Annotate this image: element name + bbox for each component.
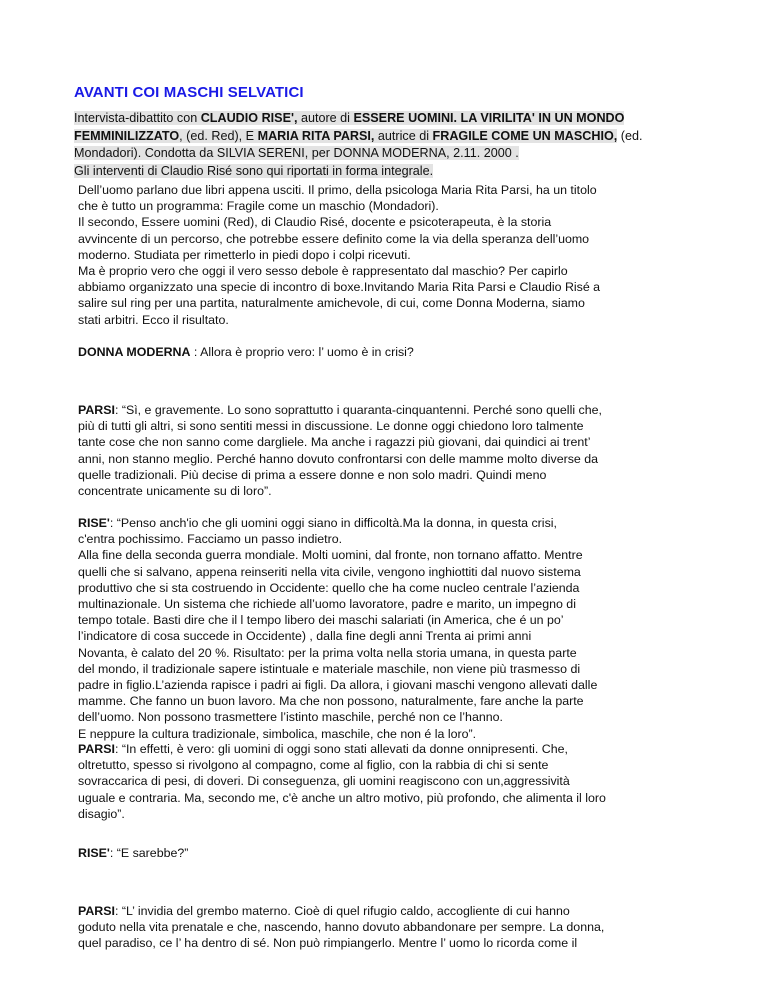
paragraph-line: goduto nella vita prenatale e che, nascendo, hanno dovuto abbandonare per sempre. La donna, xyxy=(78,920,605,935)
speaker-label: PARSI xyxy=(78,403,115,417)
speaker-label: PARSI xyxy=(78,904,115,918)
paragraph-line: Ma è proprio vero che oggi il vero sesso debole è rappresentato dal maschio? Per capirlo xyxy=(78,264,568,279)
paragraph-line: salire sul ring per una partita, naturalmente amichevole, di cui, come Donna Moderna, siamo xyxy=(78,296,585,311)
answer-paragraph xyxy=(78,402,688,499)
answer-paragraph xyxy=(78,903,688,952)
speaker-label: RISE' xyxy=(78,516,110,530)
paragraph-line: quel paradiso, ce l’ ha dentro di sé. Non può rimpiangerlo. Mentre l’ uomo lo ricorda come il xyxy=(78,936,578,951)
speaker-label: DONNA MODERNA xyxy=(78,345,191,359)
speaker-label: PARSI xyxy=(78,742,115,756)
paragraph-line: quelle tradizionali. Più decise di prima a essere donne e non solo madri. Quindi meno xyxy=(78,467,547,482)
author-name: CLAUDIO RISE', xyxy=(200,111,298,125)
paragraph-line: che è tutto un programma: Fragile come un maschio (Mondadori). xyxy=(78,199,439,214)
book-title: ESSERE UOMINI. LA VIRILITA' IN UN MONDO xyxy=(353,111,625,125)
paragraph-line: abbiamo organizzato una specie di incontro di boxe.Invitando Maria Rita Parsi e Claudio Risé a xyxy=(78,280,601,295)
paragraph-line: Alla fine della seconda guerra mondiale. Molti uomini, dal fronte, non tornano affatto. Mentre xyxy=(78,548,583,563)
intro-text: (ed. xyxy=(617,128,643,143)
answer-paragraph xyxy=(78,515,688,742)
paragraph-line: E neppure la cultura tradizionale, simbolica, maschile, che non é la loro”. xyxy=(78,726,477,741)
author-name: MARIA RITA PARSI, xyxy=(257,128,375,143)
paragraph-line: dell’uomo. Non possono trasmettere l’istinto maschile, perché non ce l’hanno. xyxy=(78,710,503,725)
intro-block xyxy=(74,110,694,180)
paragraph-text: : “In effetti, è vero: gli uomini di oggi sono stati allevati da donne onnipresenti. Che, xyxy=(114,742,568,756)
intro-paragraph xyxy=(78,182,688,328)
paragraph-line: Dell’uomo parlano due libri appena usciti. Il primo, della psicologa Maria Rita Parsi, ha un titolo xyxy=(78,183,597,197)
paragraph-line: più di tutti gli altri, si sono sentiti messi in discussione. Le donne oggi chiedono loro talmente xyxy=(78,419,584,434)
paragraph-line: c'entra pochissimo. Facciamo un passo indietro. xyxy=(78,532,343,547)
paragraph-line: uguale e contraria. Ma, secondo me, c'è anche un altro motivo, più profondo, che alimenta il loro xyxy=(78,790,606,805)
article-title: AVANTI COI MASCHI SELVATICI xyxy=(74,84,304,101)
paragraph-line: multinazionale. Un sistema che richiede all’uomo lavoratore, padre e marito, un impegno di xyxy=(78,597,576,612)
paragraph-line: quelli che si salvano, appena reinseriti nella vita civile, vengono inghiottiti dal nuovo sistema xyxy=(78,564,581,579)
paragraph-line: concentrate unicamente su di loro”. xyxy=(78,484,272,499)
paragraph-line: disagio”. xyxy=(78,806,125,821)
paragraph-line: Novanta, è calato del 20 %. Risultato: per la prima volta nella storia umana, in questa parte xyxy=(78,645,577,660)
book-title: FRAGILE COME UN MASCHIO, xyxy=(432,128,618,143)
intro-text: autrice di xyxy=(374,128,433,143)
paragraph-text: : “Penso anch'io che gli uomini oggi siano in difficoltà.Ma la donna, in questa crisi, xyxy=(109,516,557,530)
paragraph-text: : “Sì, e gravemente. Lo sono soprattutto i quaranta-cinquantenni. Perché sono quelli che, xyxy=(114,403,602,417)
question-paragraph xyxy=(78,845,688,861)
paragraph-line: del mondo, il tradizionale sapere istintuale e materiale maschile, non viene più trasmesso di xyxy=(78,661,581,676)
paragraph-line: sovraccarica di pesi, di doveri. Di conseguenza, gli uomini reagiscono con un,aggressività xyxy=(78,774,570,789)
intro-text: , (ed. Red), E xyxy=(179,128,258,143)
paragraph-line: oltretutto, spesso si rivolgono al compagno, come al figlio, con la rabbia di chi si sente xyxy=(78,758,549,773)
intro-text: Mondadori). Condotta da SILVIA SERENI, per DONNA MODERNA, 2.11. 2000 . xyxy=(74,146,519,161)
intro-text: Intervista-dibattito con xyxy=(74,111,201,125)
question-paragraph xyxy=(78,344,688,360)
paragraph-text: : “E sarebbe?” xyxy=(109,846,189,860)
paragraph-line: stati arbitri. Ecco il risultato. xyxy=(78,312,229,327)
intro-text: Gli interventi di Claudio Risé sono qui riportati in forma integrale. xyxy=(74,163,434,178)
paragraph-text: : “L’ invidia del grembo materno. Cioè di quel rifugio caldo, accogliente di cui hanno xyxy=(114,904,570,918)
paragraph-line: moderno. Studiata per rimetterlo in piedi dopo i colpi ricevuti. xyxy=(78,247,411,262)
paragraph-line: mamme. Che fanno un buon lavoro. Ma che non possono, naturalmente, fare anche la parte xyxy=(78,694,584,709)
paragraph-line: l’indicatore di cosa succede in Occidente) , dalla fine degli anni Trenta ai primi anni xyxy=(78,629,532,644)
paragraph-line: Il secondo, Essere uomini (Red), di Claudio Risé, docente e psicoterapeuta, è la storia xyxy=(78,215,552,230)
speaker-label: RISE' xyxy=(78,846,110,860)
book-title: FEMMINILIZZATO xyxy=(74,128,180,143)
paragraph-text: : Allora è proprio vero: l’ uomo è in crisi? xyxy=(190,345,414,359)
paragraph-line: anni, non stanno meglio. Perché hanno dovuto confrontarsi con delle mamme molto diverse da xyxy=(78,451,599,466)
intro-text: autore di xyxy=(297,111,354,125)
paragraph-line: avvincente di un percorso, che potrebbe essere definito come la via della speranza dell’uomo xyxy=(78,231,590,246)
paragraph-line: produttivo che si sta costruendo in Occidente: quello che ha come nucleo centrale l’azienda xyxy=(78,580,580,595)
answer-paragraph xyxy=(78,741,688,822)
paragraph-line: tempo totale. Basti dire che il l tempo libero dei maschi salariati (in America, che é un po’ xyxy=(78,613,564,628)
paragraph-line: tante cose che non sanno come dargliele. Ma anche i ragazzi più giovani, dai quindici ai trent’ xyxy=(78,435,591,450)
paragraph-line: padre in figlio.L’azienda rapisce i padri ai figli. Da allora, i giovani maschi vengono allevati dalle xyxy=(78,678,598,693)
